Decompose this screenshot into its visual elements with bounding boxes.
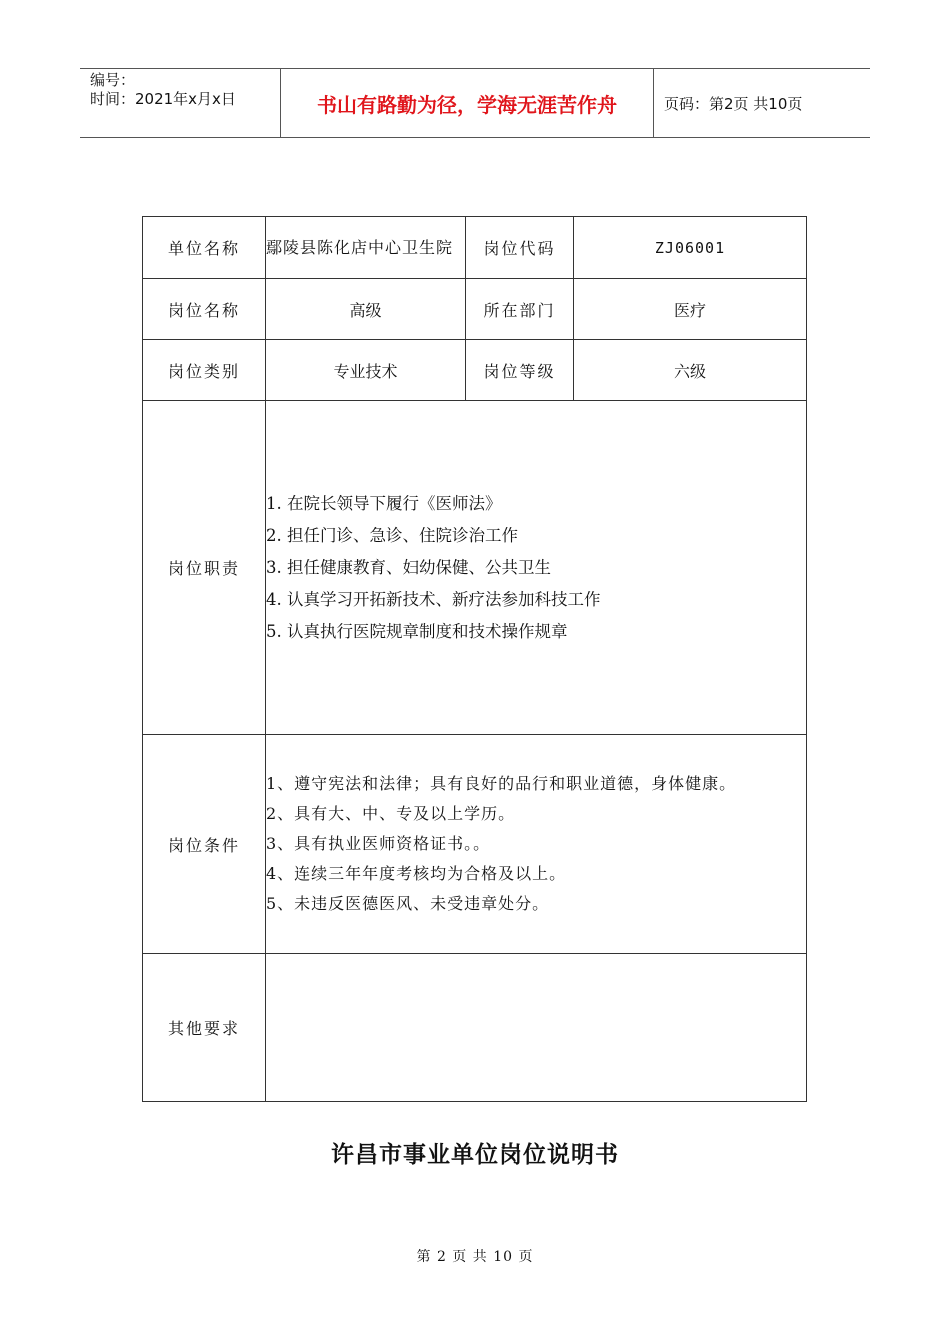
duty-item: 1. 在院长领导下履行《医师法》 — [266, 493, 502, 513]
unit-name-label: 单位名称 — [143, 217, 266, 279]
other-value — [266, 954, 807, 1102]
header-motto: 书山有路勤为径，学海无涯苦作舟 — [281, 69, 654, 137]
header-page-code: 页码：第2页 共10页 — [664, 94, 803, 113]
duty-item: 2. 担任门诊、急诊、住院诊治工作 — [266, 525, 518, 545]
post-code-label: 岗位代码 — [466, 217, 574, 279]
unit-name-value: 鄢陵县陈化店中心卫生院 — [266, 217, 466, 279]
post-code-value: ZJ06001 — [574, 217, 807, 279]
duty-item: 5. 认真执行医院规章制度和技术操作规章 — [266, 621, 568, 641]
department-value: 医疗 — [574, 279, 807, 340]
post-grade-label: 岗位等级 — [466, 340, 574, 401]
post-description-table — [142, 216, 807, 1102]
table-row — [143, 954, 807, 1102]
number-label: 编号： — [90, 71, 136, 89]
document-title: 许昌市事业单位岗位说明书 — [331, 1141, 619, 1168]
header-meta — [80, 69, 281, 137]
condition-item: 1、遵守宪法和法律；具有良好的品行和职业道德，身体健康。 — [266, 774, 737, 793]
post-name-value: 高级 — [266, 279, 466, 340]
table-row — [143, 340, 807, 401]
duty-item: 3. 担任健康教育、妇幼保健、公共卫生 — [266, 557, 551, 577]
table-row — [143, 401, 807, 735]
time-label: 时间：2021年x月x日 — [90, 90, 236, 108]
department-label: 所在部门 — [466, 279, 574, 340]
post-category-label: 岗位类别 — [143, 340, 266, 401]
condition-item: 5、未违反医德医风、未受违章处分。 — [266, 894, 550, 913]
table-row — [143, 735, 807, 954]
conditions-cell — [266, 735, 807, 954]
condition-item: 3、具有执业医师资格证书。。 — [266, 834, 491, 853]
condition-item: 4、连续三年年度考核均为合格及以上。 — [266, 864, 567, 883]
table-row — [143, 217, 807, 279]
page-footer: 第 2 页 共 10 页 — [416, 1249, 534, 1265]
document-header — [80, 68, 870, 138]
duty-item: 4. 认真学习开拓新技术、新疗法参加科技工作 — [266, 589, 601, 609]
post-grade-value: 六级 — [574, 340, 807, 401]
condition-item: 2、具有大、中、专及以上学历。 — [266, 804, 516, 823]
post-name-label: 岗位名称 — [143, 279, 266, 340]
duties-cell — [266, 401, 807, 735]
post-category-value: 专业技术 — [266, 340, 466, 401]
duties-label: 岗位职责 — [143, 401, 266, 735]
conditions-label: 岗位条件 — [143, 735, 266, 954]
table-row — [143, 279, 807, 340]
other-label: 其他要求 — [143, 954, 266, 1102]
